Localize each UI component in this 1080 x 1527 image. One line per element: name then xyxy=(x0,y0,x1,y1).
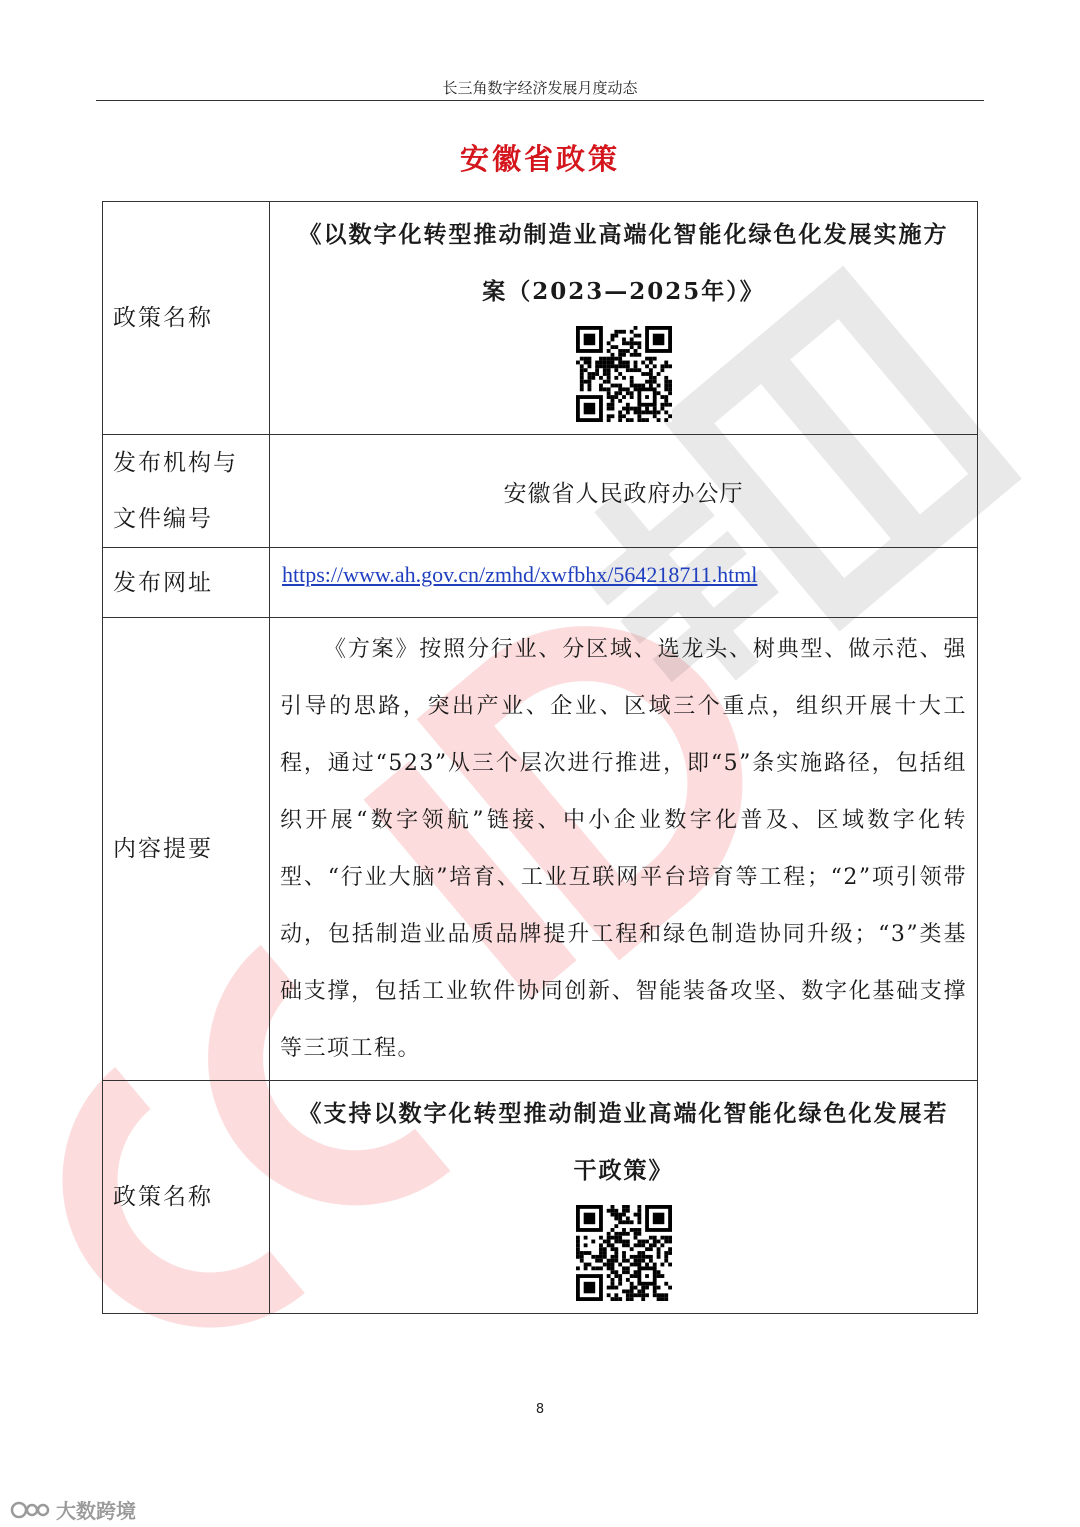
source-watermark-text: 大数跨境 xyxy=(56,1499,136,1523)
logo-icon xyxy=(10,1499,50,1521)
issuer-value: 安徽省人民政府办公厅 xyxy=(503,480,744,507)
page-title: 安徽省政策 xyxy=(459,142,620,176)
policy-table xyxy=(102,201,978,1314)
table-row xyxy=(103,1081,978,1314)
issuer-label xyxy=(103,435,270,548)
policy-title xyxy=(278,206,969,320)
header-divider xyxy=(96,100,984,101)
table-row xyxy=(103,202,978,435)
page-number: 8 xyxy=(535,1402,545,1417)
issuer-label-line2: 文件编号 xyxy=(113,506,213,532)
table-row xyxy=(103,435,978,548)
policy-title-line1: 《支持以数字化转型推动制造业高端化智能化绿色化发展若 xyxy=(298,1100,949,1127)
policy-title xyxy=(278,1085,969,1199)
running-header: 长三角数字经济发展月度动态 xyxy=(442,79,638,97)
policy-name-cell xyxy=(270,1081,978,1314)
summary-label: 内容提要 xyxy=(103,618,270,1081)
policy-name-label: 政策名称 xyxy=(103,1081,270,1314)
summary-text: 《方案》按照分行业、分区域、选龙头、树典型、做示范、强引导的思路，突出产业、企业、区域三个重点，组织开展十大工程，通过“523”从三个层次进行推进，即“5”条实施路径，包括组织开展“数字领航”链接、中小企业数字化普及、区域数字化转型、“行业大脑”培育、工业互联网平台培育等工程；“2”项引领带动，包括制造业品质品牌提升工程和绿色制造协同升级；“3”类基础支撑，包括工业软件协同创新、智能装备攻坚、数字化基础支撑等三项工程。 xyxy=(280,637,967,1061)
policy-title-line1: 《以数字化转型推动制造业高端化智能化绿色化发展实施方 xyxy=(298,221,949,248)
source-watermark xyxy=(10,1495,136,1524)
url-label: 发布网址 xyxy=(103,548,270,618)
summary-cell xyxy=(270,618,978,1081)
qr-code-icon[interactable] xyxy=(576,1205,672,1301)
policy-name-cell xyxy=(270,202,978,435)
issuer-label-line1: 发布机构与 xyxy=(113,450,238,476)
policy-name-label: 政策名称 xyxy=(103,202,270,435)
table-row xyxy=(103,618,978,1081)
policy-title-line2: 案（2023—2025年）》 xyxy=(482,278,765,305)
issuer-cell xyxy=(270,435,978,548)
url-cell xyxy=(270,548,978,618)
table-row xyxy=(103,548,978,618)
qr-code-icon[interactable] xyxy=(576,326,672,422)
policy-url-link[interactable]: https://www.ah.gov.cn/zmhd/xwfbhx/564218711.html xyxy=(282,562,758,587)
policy-title-line2: 干政策》 xyxy=(573,1157,674,1184)
